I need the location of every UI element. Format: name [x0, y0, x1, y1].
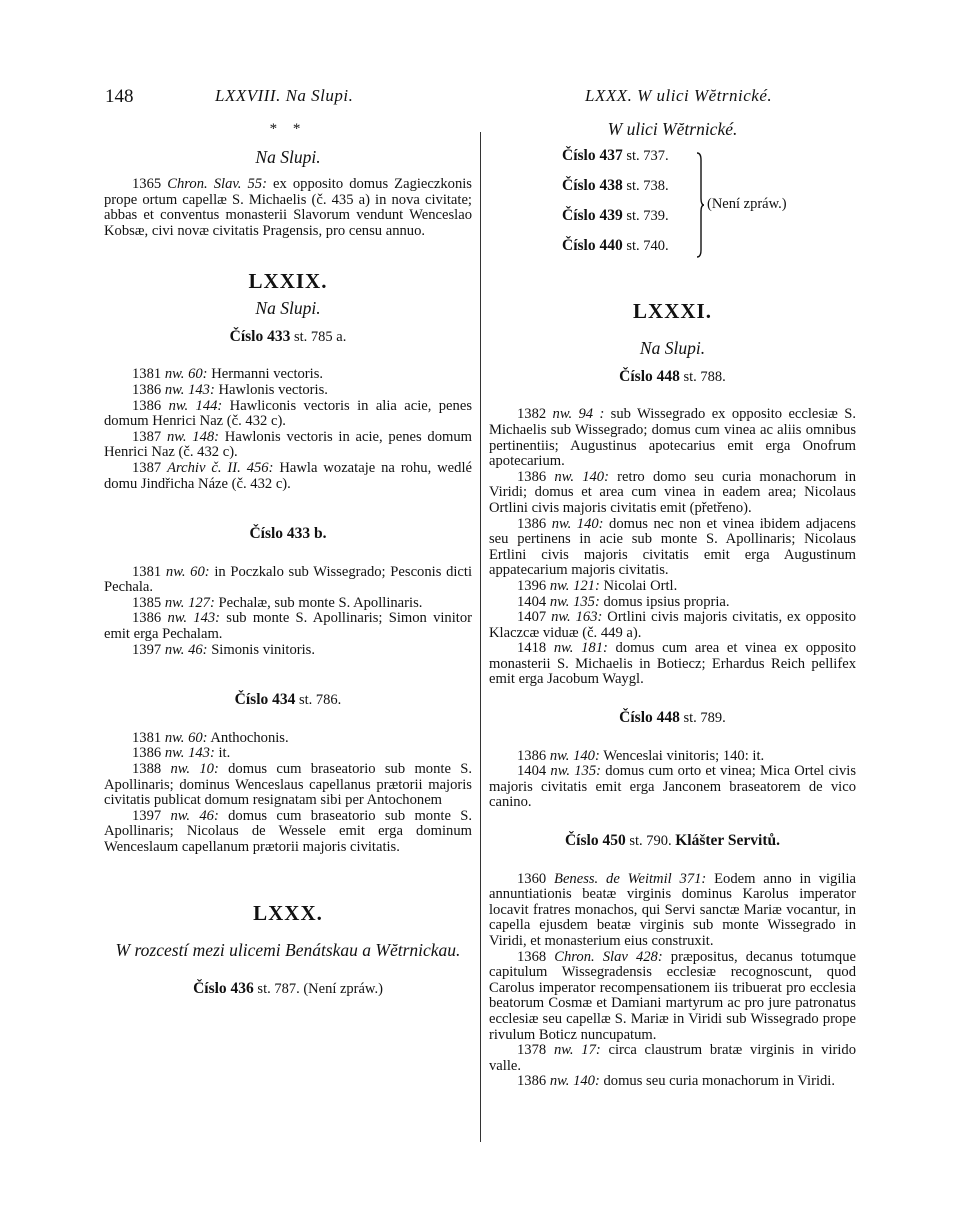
entry-source: nw. 60: — [164, 729, 208, 746]
entry-source: nw. 127: — [164, 594, 215, 611]
entry-list — [104, 565, 472, 659]
entry-text: Eodem anno in vigilia annuntiationis beatæ virginis dominus Karolus imperator locavit fratres monachos, qui Servi sanctæ Mariæ vocantur, in capella ejusdem beatæ virginis sub monte Wissegrado in Viridi, et monasterium eius construxit. — [489, 870, 856, 949]
entry — [104, 611, 472, 642]
section-title: W ulici Wĕtrnické. — [607, 119, 738, 139]
entry-list — [489, 872, 856, 1090]
entry-source: nw. 121: — [549, 577, 600, 594]
entry-text: Hawlonis vectoris. — [214, 381, 328, 398]
entry-text: circa claustrum bratæ virginis in virido valle. — [489, 1042, 857, 1074]
entry-year: 1386 — [132, 745, 165, 762]
entry-year: 1386 — [517, 515, 552, 532]
entry — [104, 731, 472, 747]
section-title: Na Slupi. — [255, 298, 321, 319]
entry — [489, 595, 856, 611]
chapter-number: LXXXI. — [633, 298, 712, 323]
bracket-note: (Není zpráw.) — [707, 195, 787, 212]
entry-year: 1386 — [132, 610, 168, 627]
column-divider — [480, 132, 481, 1142]
entry-year: 1404 — [517, 593, 550, 610]
entry-year: 1381 — [132, 563, 166, 580]
entry-text: Hawla wozataje na rohu, wedlé domu Jindřicha Náze (č. 432 c). — [104, 459, 472, 492]
house-number-line: Číslo 440 st. 740. — [562, 236, 669, 254]
entry-year: 1381 — [132, 729, 165, 746]
entry-text: in Poczkalo sub Wissegrado; Pesconis dicti Pechala. — [104, 563, 473, 596]
section-title: Na Slupi. — [255, 146, 321, 167]
entry-year: 1381 — [132, 366, 165, 383]
entry-year: 1418 — [517, 640, 554, 657]
entry-text: Anthochonis. — [207, 729, 289, 746]
right-column — [489, 119, 857, 1090]
entry-source: Archiv č. II. 456: — [167, 459, 274, 476]
section-title: Na Slupi. — [639, 338, 706, 359]
entry-year: 1386 — [517, 1073, 550, 1090]
entry-year: 1407 — [517, 609, 552, 626]
house-number-heading: Číslo 433 st. 785 a. — [229, 327, 347, 345]
entry-source: nw. 143: — [164, 381, 215, 398]
house-number-line: Číslo 438 st. 738. — [562, 176, 669, 194]
entry-source: nw. 17: — [553, 1042, 601, 1059]
entry — [489, 1043, 856, 1074]
page-number: 148 — [105, 86, 134, 107]
entry-source: Chron. Slav. 55: — [167, 176, 267, 193]
entry-year: 1386 — [517, 747, 550, 764]
entry-text: domus seu curia monachorum in Viridi. — [599, 1073, 835, 1090]
entry — [489, 470, 856, 517]
entry — [104, 809, 472, 856]
entry — [104, 430, 472, 461]
entry-list — [104, 731, 472, 856]
entry-year: 1365 — [132, 176, 168, 193]
entry-text: Hermanni vectoris. — [207, 366, 324, 383]
entry-source: nw. 10: — [170, 761, 219, 778]
entry — [104, 383, 472, 399]
entry-source: Chron. Slav 428: — [554, 948, 663, 965]
entry-text: ex opposito domus Zagieczkonis prope ortum capellæ S. Michaelis (č. 435 a) in nova civitate; abbas et conventus monasterii Slavorum vendunt Wenceslao Kobsæ, civi novæ civitatis Pragensis, pro censu annuo. — [104, 176, 472, 239]
house-number-heading: Číslo 448 st. 789. — [619, 709, 726, 727]
entry-source: nw. 140: — [554, 468, 609, 485]
entry-source: nw. 60: — [165, 563, 210, 580]
entry-text: Wenceslai vinitoris; 140: it. — [599, 747, 765, 764]
bracket-group — [489, 148, 856, 270]
entry-list — [489, 749, 856, 811]
left-column — [104, 122, 472, 997]
entry — [104, 596, 472, 612]
entry — [489, 579, 856, 595]
entry-text: Hawlonis vectoris in acie, penes domum Henrici Naz (č. 432 c). — [104, 428, 472, 461]
house-number-line: Číslo 437 st. 737. — [562, 146, 669, 164]
entry-text: domus cum braseatorio sub monte S. Apollinaris; Nicolaus de Wessele emit erga dominum Wenceslaum capellanum prætorii majoris civitatis. — [104, 807, 472, 855]
entry-year: 1386 — [132, 381, 165, 398]
entry-source: nw. 46: — [164, 641, 208, 658]
entry-text: domus cum orto et vinea; Mica Ortel civis majoris civitatis emit erga Janconem braseatorem de vico canino. — [489, 763, 857, 811]
entry — [489, 407, 856, 469]
entry-year: 1404 — [517, 763, 551, 780]
curly-brace-icon — [696, 152, 704, 258]
entry-text: Pechalæ, sub monte S. Apollinaris. — [214, 594, 423, 611]
entry-text: Nicolai Ortl. — [599, 577, 678, 594]
entry-source: nw. 94 : — [552, 406, 605, 423]
entry-source: nw. 143: — [164, 745, 215, 762]
entry-source: nw. 135: — [550, 763, 601, 780]
entry-text: it. — [214, 745, 231, 762]
house-number-heading: Číslo 450 st. 790. Klášter Servitů. — [564, 832, 781, 850]
entry-source: nw. 143: — [167, 610, 221, 627]
entry-year: 1387 — [132, 459, 168, 476]
entry-source: nw. 60: — [164, 366, 208, 383]
entry-year: 1396 — [517, 577, 550, 594]
entry — [104, 762, 472, 809]
house-number-heading: Číslo 434 st. 786. — [234, 691, 342, 709]
entry-year: 1387 — [132, 428, 167, 445]
entry-source: nw. 46: — [170, 807, 219, 824]
entry-text: domus nec non et vinea ibidem adjacens seu pertinens in acie sub monte S. Apollinaris; Nicolaus Ertlini civis majoris civitatis emit erga Augustinum appatecarium majoris civitatis. — [489, 515, 856, 579]
house-number-heading: Číslo 436 st. 787. (Není zpráw.) — [193, 979, 383, 997]
entry-source: nw. 148: — [166, 428, 220, 445]
entry — [489, 950, 856, 1044]
entry — [489, 641, 856, 688]
section-stars: * * — [269, 121, 307, 137]
entry-source: nw. 181: — [553, 640, 608, 657]
entry-source: nw. 140: — [549, 747, 600, 764]
entry-year: 1368 — [517, 948, 555, 965]
entry-year: 1385 — [132, 594, 165, 611]
entry-source: nw. 140: — [549, 1073, 600, 1090]
entry — [489, 610, 856, 641]
entry-list — [104, 367, 472, 492]
entry-list — [104, 177, 472, 239]
entry-year: 1388 — [132, 761, 171, 778]
entry-year: 1397 — [132, 807, 171, 824]
entry — [104, 399, 472, 430]
entry-text: retro domo seu curia monachorum in Viridi; domus et area cum vinea in eadem area; Nicolaus Ortlini civis majoris civitatis emit (přetřeno). — [489, 468, 856, 516]
entry-year: 1378 — [517, 1042, 554, 1059]
entry-year: 1360 — [517, 870, 555, 887]
entry — [104, 177, 472, 239]
chapter-number: LXXX. — [253, 900, 323, 925]
house-number-heading: Číslo 448 st. 788. — [619, 367, 726, 385]
entry — [104, 643, 472, 659]
entry-text: sub monte S. Apollinaris; Simon vinitor emit erga Pechalam. — [104, 610, 472, 643]
entry — [104, 367, 472, 383]
entry-text: Hawliconis vectoris in alia acie, penes domum Henrici Naz (č. 432 c). — [104, 397, 472, 430]
running-head-right: LXXX. W ulici Wĕtrnické. — [585, 86, 773, 105]
entry-source: Beness. de Weitmil 371: — [554, 870, 707, 887]
entry — [489, 749, 856, 765]
entry — [489, 517, 856, 579]
entry — [104, 565, 472, 596]
section-title: W rozcestí mezi ulicemi Benátskau a Wĕtrnickau. — [115, 940, 461, 961]
entry-source: nw. 140: — [551, 515, 604, 532]
entry-year: 1386 — [517, 468, 555, 485]
entry-text: præpositus, decanus totumque capitulum Wissegradensis ecclesiæ recognoscunt, quod Carolus imperator recompensationem iis tribuerat pro ecclesia beatorum Cosmæ et Damiani martyrum ac pro jure patronatus ecclesiæ seu capellæ S. Mariæ in Viridi sub Wissegrado prope rivulum Boticz nuncupatum. — [489, 948, 856, 1043]
entry-text: domus ipsius propria. — [599, 593, 730, 610]
house-number-heading: Číslo 433 b. — [249, 525, 327, 543]
entry-year: 1382 — [517, 406, 553, 423]
entry-text: domus cum braseatorio sub monte S. Apollinaris; dominus Wenceslaus capellanus prætorii majoris civitatis publicat domum resignatam sibi per Antochonem — [104, 761, 472, 809]
house-number-line: Číslo 439 st. 739. — [562, 206, 669, 224]
entry-year: 1397 — [132, 641, 165, 658]
entry — [489, 764, 856, 811]
entry-text: domus cum area et vinea ex opposito monasterii S. Michaelis in Botiecz; Erhardus Reich pellifex emit erga Jacobum Waygl. — [489, 640, 857, 688]
entry-year: 1386 — [132, 397, 169, 414]
entry — [104, 746, 472, 762]
entry-list — [489, 407, 856, 688]
entry-source: nw. 163: — [551, 609, 603, 626]
entry — [489, 872, 856, 950]
entry — [489, 1074, 856, 1090]
entry-text: Ortlini civis majoris civitatis, ex opposito Klaczcæ viduæ (č. 449 a). — [489, 609, 856, 641]
entry — [104, 461, 472, 492]
entry-source: nw. 135: — [549, 593, 600, 610]
chapter-number: LXXIX. — [248, 268, 328, 293]
entry-text: Simonis vinitoris. — [207, 641, 315, 658]
entry-source: nw. 144: — [168, 397, 223, 414]
entry-text: sub Wissegrado ex opposito ecclesiæ S. Michaelis sub Wissegrado; domus cum vinea ac aliis omnibus pertinentiis; Augustinus apotecarius emit erga Onofrum apotecarium. — [489, 406, 856, 470]
running-head-left: LXXVIII. Na Slupi. — [215, 86, 354, 105]
